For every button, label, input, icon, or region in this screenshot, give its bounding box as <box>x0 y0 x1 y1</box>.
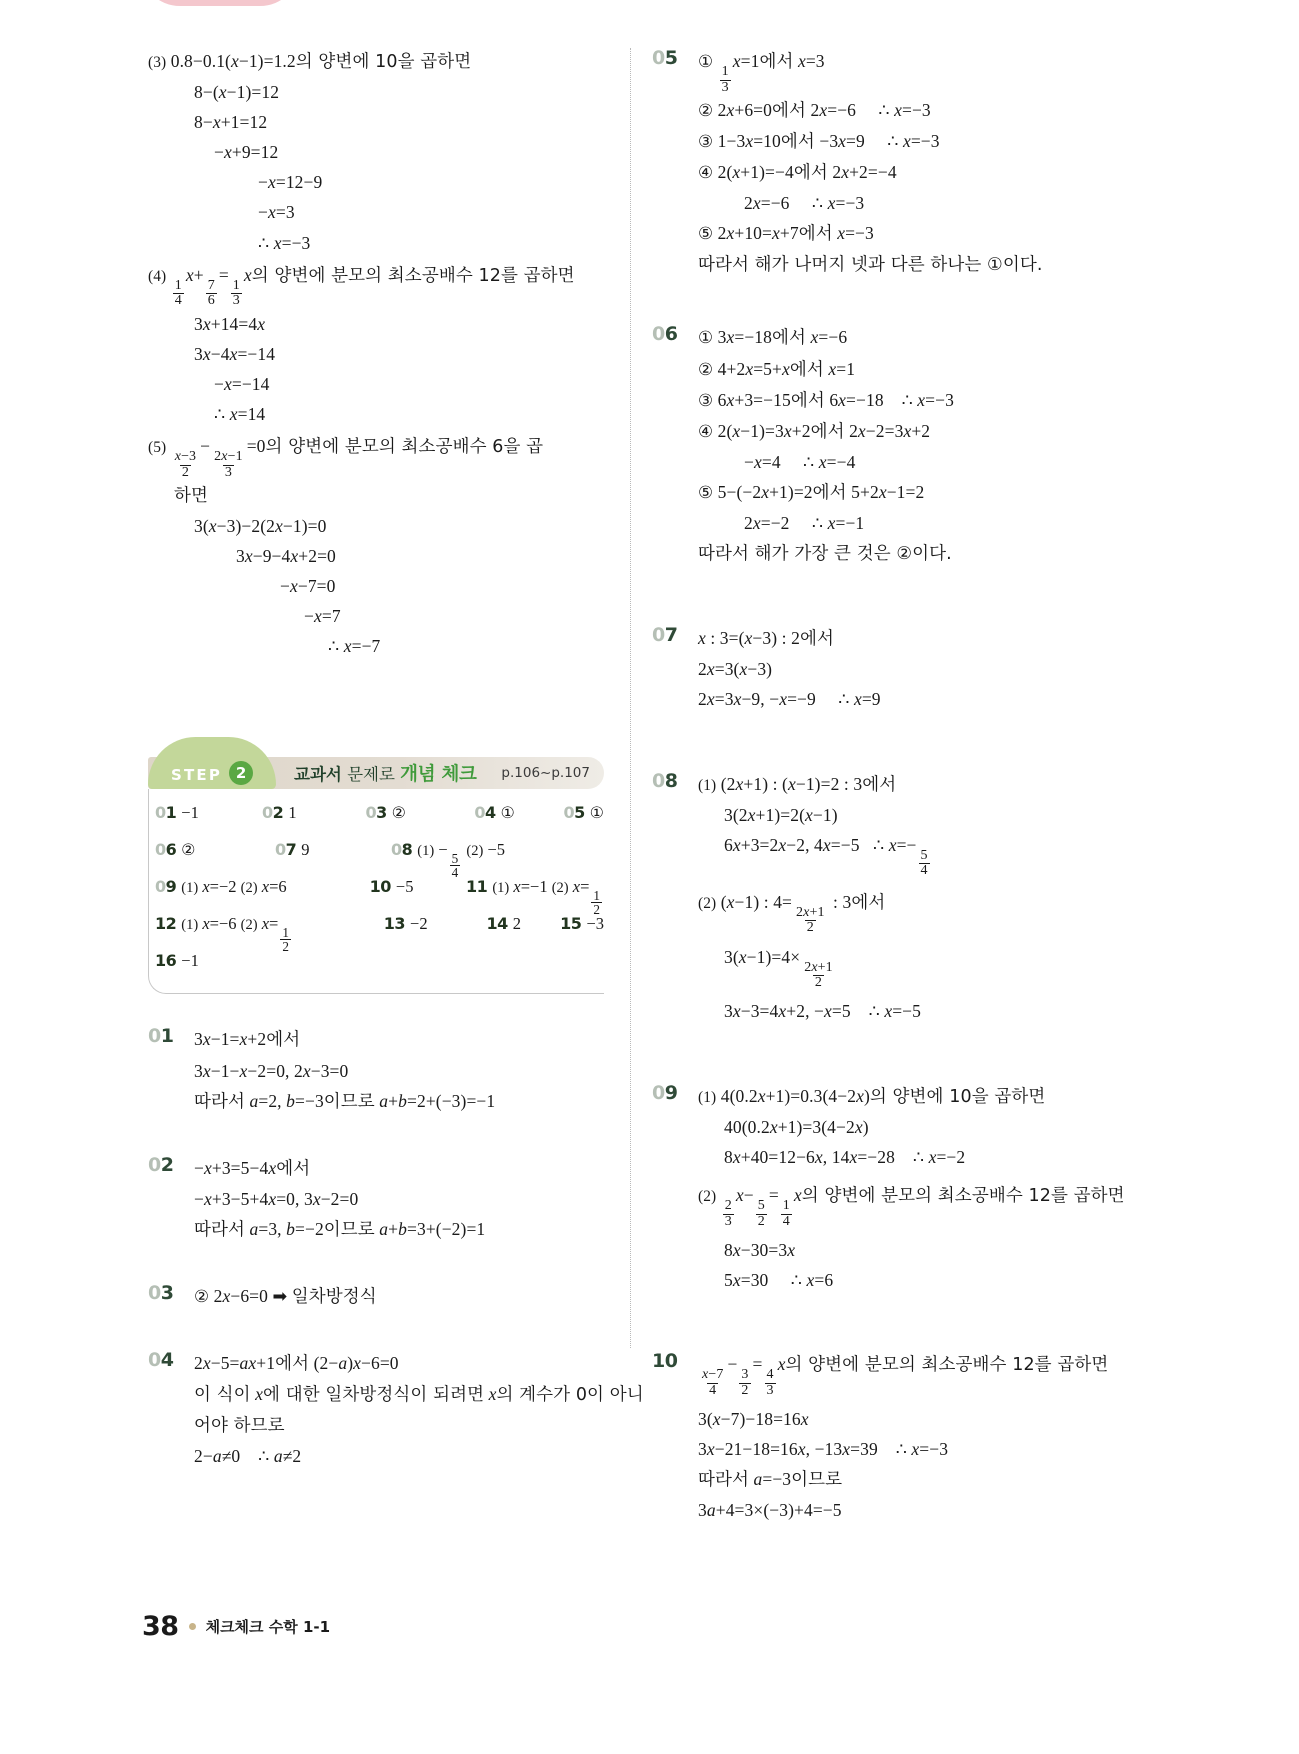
answer-item-05: 05 ① <box>563 803 604 823</box>
answer-item-12: 12 (1) x=−6 (2) x= $\frac{1}{2}$ <box>155 914 289 955</box>
solution-body: $\frac{x-7}{4}$ − $\frac{3}{2}$ = $\frac{4}{3}$ x의 양변에 분모의 최소공배수 12를 곱하면 3(x−7)−18=16x 3x−21−18=16x, −13x=39 ∴ x=−3 따라서 a=−3이므로 3a+4=3×(−3)+4=−5 <box>698 1353 1109 1521</box>
solution-04 <box>148 1348 644 1471</box>
solution-08 <box>652 769 1152 1027</box>
answer-item-08: 08 (1) − $\frac{5}{4}$ (2) −5 <box>391 840 505 881</box>
step-page-range: p.106~p.107 <box>501 765 590 782</box>
solution-body: −x+3=5−4x에서 −x+3−5+4x=0, 3x−2=0 따라서 a=3, b=−2이므로 a+b=3+(−2)=1 <box>194 1157 486 1240</box>
answer-item-03: 03 ② <box>365 803 406 823</box>
solution-number: 02 <box>148 1153 174 1176</box>
answer-summary-grid <box>148 789 604 994</box>
answer-row <box>155 840 604 881</box>
answer-id: 02 <box>262 803 284 823</box>
solution-body: ① 3x=−18에서 x=−6 ② 4+2x=5+x에서 x=1 ③ 6x+3=−15에서 6x=−18 ∴ x=−3 ④ 2(x−1)=3x+2에서 2x−2=3x+2 −x=4 ∴ x=−4 ⑤ 5−(−2x+1)=2에서 5+2x−1=2 2x=−2 ∴ x=−1 따라서 해가 가장 큰 것은 ②이다. <box>698 327 954 565</box>
step-title <box>294 760 477 786</box>
step-title-part2: 문제로 <box>347 765 395 785</box>
step-bar <box>148 757 604 789</box>
answer-id: 08 <box>391 840 413 860</box>
solution-number: 05 <box>652 47 678 69</box>
solution-number: 09 <box>652 1081 678 1104</box>
footer-dot-icon <box>189 1623 196 1630</box>
solution-number: 01 <box>148 1025 174 1048</box>
solution-number: 10 <box>652 1349 678 1372</box>
step-banner <box>148 757 604 994</box>
answer-row <box>155 914 604 955</box>
solution-body: (1) 4(0.2x+1)=0.3(4−2x)의 양변에 10을 곱하면 40(0.2x+1)=3(4−2x) 8x+40=12−6x, 14x=−28 ∴ x=−2 (2) $\frac{2}{3}$ x− $\frac{5}{2}$ = $\frac{1}{4}$ x의 양변에 분모의 최소공배수 12를 곱하면 8x−30=3x 5x=30 ∴ x=6 <box>698 1085 1125 1290</box>
answer-item-09: 09 (1) x=−2 (2) x=6 <box>155 877 287 897</box>
solution-05 <box>652 46 1152 280</box>
solution-06 <box>652 322 1152 569</box>
answer-item-01: 01 −1 <box>155 803 199 823</box>
answer-item-10: 10 −5 <box>369 877 414 897</box>
solution-number: 08 <box>652 769 678 792</box>
continued-item-4: (4) $\frac{1}{4}$ x+ $\frac{7}{6}$ = $\frac{1}{3}$ x의 양변에 분모의 최소공배수 12를 곱하면 3x+14=4x 3x−4x=−14 −x=−14 ∴ x=14 <box>148 264 575 424</box>
continued-item-5: (5) $\frac{x-3}{2}$ − $\frac{2x-1}{3}$ =0의 양변에 분모의 최소공배수 6을 곱 하면 3(x−3)−2(2x−1)=0 3x−9−4x+2=0 −x−7=0 −x=7 ∴ x=−7 <box>148 435 544 657</box>
arrow-right-icon: ➡ <box>272 1287 288 1307</box>
answer-item-16: 16 −1 <box>155 951 199 971</box>
solution-10 <box>652 1349 1152 1525</box>
answer-id: 16 <box>155 951 177 971</box>
answer-item-15: 15 −3 <box>560 914 604 934</box>
answer-id: 05 <box>563 803 585 823</box>
solution-07 <box>652 623 1152 714</box>
answer-id: 10 <box>369 877 391 897</box>
answer-id: 15 <box>560 914 582 934</box>
answer-id: 04 <box>474 803 496 823</box>
decorative-blob-pink <box>140 0 300 6</box>
page-number: 38 <box>142 1611 179 1642</box>
answer-item-11: 11 (1) x=−1 (2) x= $\frac{1}{2}$ <box>466 877 600 918</box>
step-number-badge: 2 <box>229 761 253 785</box>
continued-item-3: (3) 0.8−0.1(x−1)=1.2의 양변에 10을 곱하면 8−(x−1)=12 8−x+1=12 −x+9=12 −x=12−9 −x=3 ∴ x=−3 <box>148 51 472 253</box>
answer-item-14: 14 2 <box>486 914 522 934</box>
answer-id: 11 <box>466 877 488 897</box>
book-title: 체크체크 수학 1-1 <box>205 1618 331 1636</box>
solution-body: ② 2x−6=0 ➡ 일차방정식 <box>194 1286 377 1307</box>
answer-id: 03 <box>365 803 387 823</box>
answer-item-13: 13 −2 <box>383 914 428 934</box>
step-title-part3: 개념 체크 <box>400 764 477 786</box>
answer-item-07: 07 9 <box>275 840 310 860</box>
answer-id: 07 <box>275 840 297 860</box>
solution-body: ① $\frac{1}{3}$ x=1에서 x=3 ② 2x+6=0에서 2x=−6 ∴ x=−3 ③ 1−3x=10에서 −3x=9 ∴ x=−3 ④ 2(x+1)=−4에서 2x+2=−4 2x=−6 ∴ x=−3 ⑤ 2x+10=x+7에서 x=−3 따라서 해가 나머지 넷과 다른 하나는 ①이다. <box>698 51 1043 276</box>
solution-body: x : 3=(x−3) : 2에서 2x=3(x−3) 2x=3x−9, −x=−9 ∴ x=9 <box>698 628 881 710</box>
page-footer <box>142 1611 330 1642</box>
answer-id: 06 <box>155 840 177 860</box>
solution-body: 2x−5=ax+1에서 (2−a)x−6=0 이 식이 x에 대한 일차방정식이 되려면 x의 계수가 0이 아니 어야 하므로 2−a≠0 ∴ a≠2 <box>194 1353 644 1467</box>
solution-03 <box>148 1281 638 1312</box>
solution-number: 04 <box>148 1349 174 1372</box>
left-column <box>148 46 644 1493</box>
answer-row <box>155 803 604 829</box>
solution-number: 06 <box>652 323 678 346</box>
answer-id: 01 <box>155 803 177 823</box>
solution-number: 03 <box>148 1282 174 1304</box>
solution-09 <box>652 1081 1152 1295</box>
solution-number: 07 <box>652 624 678 647</box>
step-word: STEP <box>170 766 223 785</box>
step-tab <box>148 737 276 789</box>
right-column <box>652 46 1152 1547</box>
answer-row <box>155 951 604 977</box>
solution-01 <box>148 1024 638 1116</box>
answer-id: 14 <box>486 914 508 934</box>
solution-body: (1) (2x+1) : (x−1)=2 : 3에서 3(2x+1)=2(x−1) 6x+3=2x−2, 4x=−5 ∴ x=− $\frac{5}{4}$ (2) (x−1) : 4= $\frac{2x+1}{2}$ : 3에서 3(x−1)=4× $\frac{2x+1}{2}$ 3x−3=4x+2, −x=5 ∴ x=−5 <box>698 773 928 1022</box>
answer-item-02: 02 1 <box>262 803 297 823</box>
answer-item-06: 06 ② <box>155 840 196 860</box>
answer-item-04: 04 ① <box>474 803 515 823</box>
answer-row <box>155 877 604 918</box>
solution-02 <box>148 1153 638 1245</box>
answer-id: 12 <box>155 914 177 934</box>
answer-id: 13 <box>383 914 406 934</box>
answer-id: 09 <box>155 877 177 897</box>
solution-body: 3x−1=x+2에서 3x−1−x−2=0, 2x−3=0 따라서 a=2, b=−3이므로 a+b=2+(−3)=−1 <box>194 1029 496 1112</box>
step-title-part1: 교과서 <box>294 765 342 785</box>
